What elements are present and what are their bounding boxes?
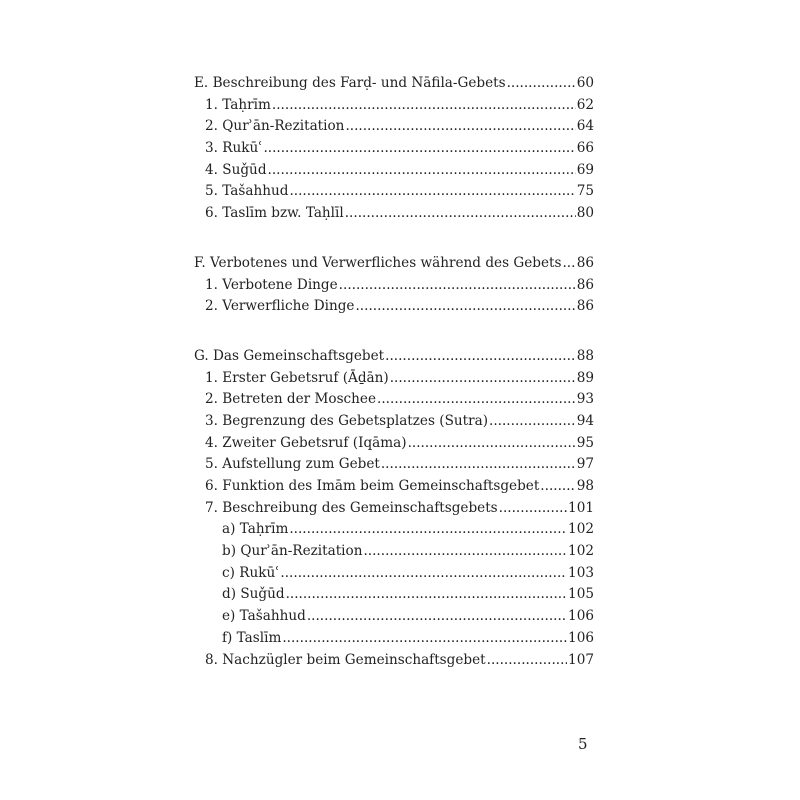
toc-page-number: 66 [576, 140, 594, 157]
dot-leader [487, 650, 567, 672]
toc-subentry [194, 138, 594, 160]
toc-section [194, 253, 594, 318]
toc-page-number: 86 [576, 276, 594, 293]
toc-page-number: 75 [576, 183, 594, 200]
toc-entry-title: 4. Suǧūd [205, 161, 267, 178]
dot-leader [489, 411, 576, 433]
toc-page-number: 95 [576, 434, 594, 451]
toc-entry-title: 1. Taḥrīm [205, 96, 271, 113]
toc-page-number: 60 [576, 75, 594, 91]
toc-section-heading [194, 73, 594, 95]
toc-section [194, 73, 594, 225]
toc-entry-title: 2. Qurʾān-Rezitation [205, 118, 345, 135]
dot-leader [540, 476, 575, 498]
toc-page-number: 86 [576, 298, 594, 315]
toc-subentry [194, 389, 594, 411]
dot-leader [268, 160, 576, 182]
toc-entry-title: 5. Aufstellung zum Gebet [205, 456, 380, 473]
toc-page-number: 97 [576, 456, 594, 473]
dot-leader [377, 389, 576, 411]
dot-leader [307, 606, 567, 628]
toc-page-number: 106 [568, 608, 594, 625]
dot-leader [562, 253, 575, 275]
toc-subentry [194, 95, 594, 117]
toc-page-number: 106 [568, 629, 594, 646]
toc-entry-title: a) Taḥrīm [222, 521, 289, 538]
toc-page-number: 89 [576, 369, 594, 386]
page-number: 5 [578, 735, 588, 753]
dot-leader [363, 541, 567, 563]
toc-page-number: 102 [568, 521, 594, 538]
toc-entry-title: 1. Erster Gebetsruf (Āḏān) [205, 369, 389, 386]
toc-subentry [194, 368, 594, 390]
toc-page-number: 86 [576, 254, 594, 271]
dot-leader [381, 454, 576, 476]
toc-entry-title: b) Qurʾān-Rezitation [222, 543, 363, 560]
toc-subentry [194, 296, 594, 318]
dot-leader [339, 275, 576, 297]
toc-subentry [194, 498, 594, 520]
toc-page-number: 107 [568, 651, 594, 668]
toc-entry-title: 8. Nachzügler beim Gemeinschaftsgebet [205, 651, 486, 668]
toc-entry-title: F. Verbotenes und Verwerfliches während des Gebets [194, 254, 562, 271]
dot-leader [289, 519, 567, 541]
toc-page-number: 93 [576, 391, 594, 408]
toc-entry-title: d) Suǧūd [222, 586, 285, 603]
toc-subentry [194, 181, 594, 203]
toc-page-number: 69 [576, 161, 594, 178]
toc-page-number: 64 [576, 118, 594, 135]
toc-entry-title: G. Das Gemeinschaftsgebet [194, 347, 385, 364]
toc-subentry [194, 476, 594, 498]
toc-entry-title: 6. Taslīm bzw. Taḥlīl [205, 205, 344, 222]
dot-leader [282, 628, 567, 650]
toc-subentry [194, 275, 594, 297]
dot-leader [385, 346, 576, 368]
dot-leader [272, 95, 576, 117]
toc-entry-title: E. Beschreibung des Farḍ- und Nāfila-Gebets [194, 75, 506, 91]
toc-subsubentry [194, 584, 594, 606]
toc-subentry [194, 203, 594, 225]
toc-section-heading [194, 253, 594, 275]
toc-entry-title: 2. Verwerfliche Dinge [205, 298, 355, 315]
toc-entry-title: 1. Verbotene Dinge [205, 276, 338, 293]
toc-entry-title: e) Tašahhud [222, 608, 306, 625]
toc-page-number: 88 [576, 347, 594, 364]
toc-entry-title: f) Taslīm [222, 629, 282, 646]
dot-leader [286, 584, 567, 606]
toc-section-heading [194, 346, 594, 368]
toc-entry-title: 4. Zweiter Gebetsruf (Iqāma) [205, 434, 407, 451]
dot-leader [355, 296, 575, 318]
toc-subsubentry [194, 606, 594, 628]
toc-page-number: 101 [568, 499, 594, 516]
toc-subentry [194, 116, 594, 138]
dot-leader [289, 181, 575, 203]
dot-leader [390, 368, 576, 390]
toc-section [194, 346, 594, 671]
dot-leader [345, 116, 575, 138]
toc-page-number: 105 [568, 586, 594, 603]
toc-entry-title: 2. Betreten der Moschee [205, 391, 377, 408]
toc-subsubentry [194, 628, 594, 650]
toc-subsubentry [194, 563, 594, 585]
dot-leader [408, 433, 576, 455]
dot-leader [263, 138, 575, 160]
toc-subsubentry [194, 519, 594, 541]
toc-page-number: 94 [576, 412, 594, 429]
toc-entry-title: c) Rukūʿ [222, 564, 280, 581]
toc-page-number: 98 [576, 478, 594, 494]
toc-subentry [194, 411, 594, 433]
toc-entry-title: 7. Beschreibung des Gemeinschaftsgebets [205, 499, 498, 516]
toc-page-number: 103 [568, 564, 594, 581]
dot-leader [280, 563, 567, 585]
toc-subentry [194, 454, 594, 476]
toc-subentry [194, 650, 594, 672]
toc-subentry [194, 160, 594, 182]
toc-entry-title: 3. Begrenzung des Gebetsplatzes (Sutra) [205, 412, 489, 429]
dot-leader [507, 73, 576, 95]
toc-page-number: 102 [568, 543, 594, 560]
dot-leader [499, 498, 567, 520]
toc-entry-title: 6. Funktion des Imām beim Gemeinschaftsgebet [205, 478, 540, 494]
toc-subsubentry [194, 541, 594, 563]
toc-page-number: 80 [576, 205, 594, 222]
toc-subentry [194, 433, 594, 455]
dot-leader [345, 203, 576, 225]
toc-entry-title: 5. Tašahhud [205, 183, 289, 200]
toc-page-number: 62 [576, 96, 594, 113]
toc-entry-title: 3. Rukūʿ [205, 140, 263, 157]
table-of-contents [194, 73, 594, 699]
